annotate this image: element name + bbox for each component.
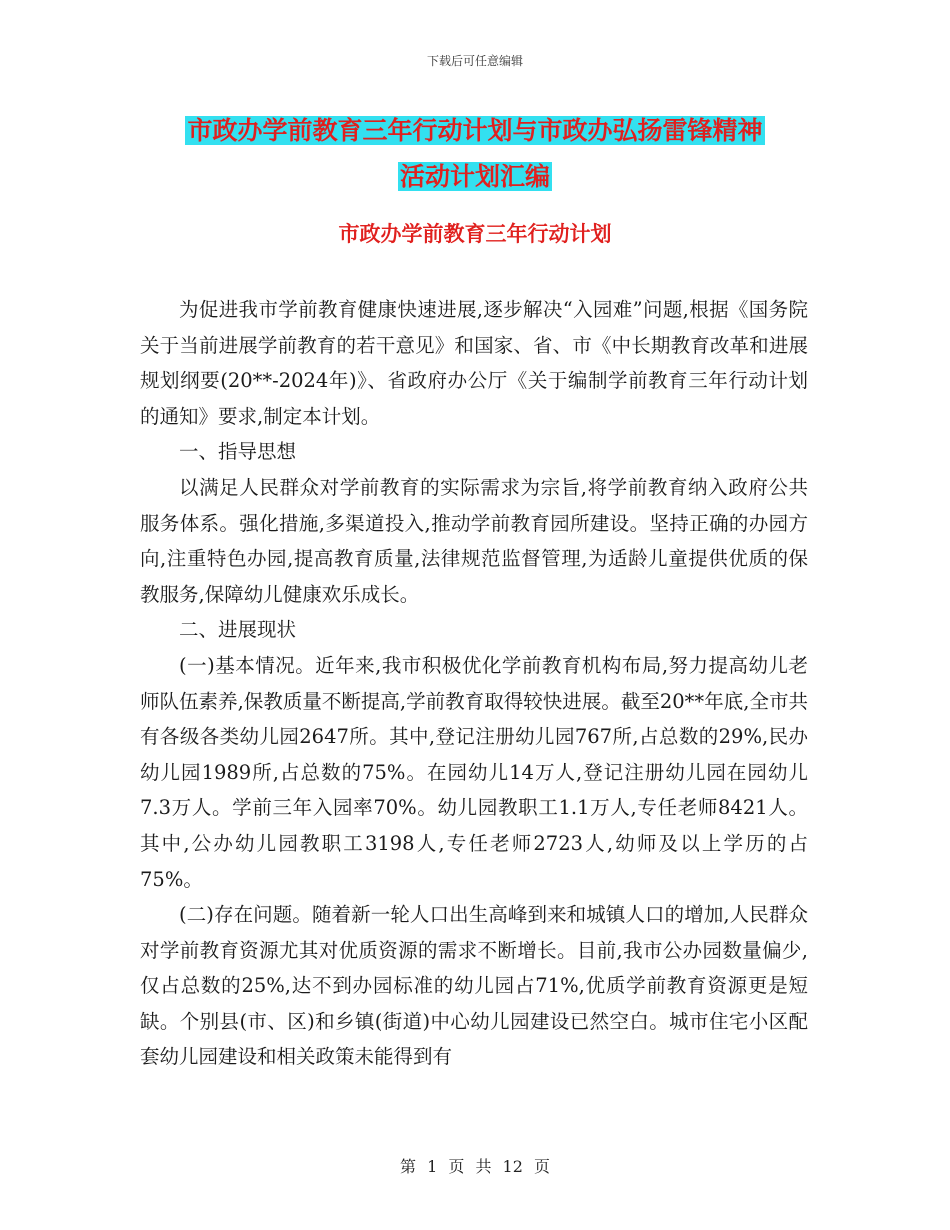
- title-line-1: 市政办学前教育三年行动计划与市政办弘扬雷锋精神: [187, 116, 763, 145]
- paragraph-guiding-ideology: 以满足人民群众对学前教育的实际需求为宗旨,将学前教育纳入政府公共服务体系。强化措施,多渠道投入,推动学前教育园所建设。坚持正确的办园方向,注重特色办园,提高教育质量,法律规范监督管理,为适龄儿童提供优质的保教服务,保障幼儿健康欢乐成长。: [140, 475, 808, 606]
- title-line-2: 活动计划汇编: [399, 162, 550, 191]
- header-note: 下载后可任意编辑: [426, 54, 523, 68]
- paragraph-intro: 为促进我市学前教育健康快速进展,逐步解决“入园难”问题,根据《国务院关于当前进展学前教育的若干意见》和国家、省、市《中长期教育改革和进展规划纲要(20**-2024年)》、省政府办公厅《关于编制学前教育三年行动计划的通知》要求,制定本计划。: [140, 298, 808, 428]
- heading-current-status: 二、进展现状: [179, 618, 297, 642]
- heading-guiding-ideology: 一、指导思想: [179, 440, 297, 464]
- document-body: [140, 292, 808, 1075]
- section-title: 市政办学前教育三年行动计划: [338, 222, 612, 246]
- paragraph-basic-situation: (一)基本情况。近年来,我市积极优化学前教育机构布局,努力提高幼儿老师队伍素养,保教质量不断提高,学前教育取得较快进展。截至20**年底,全市共有各级各类幼儿园2647所。其中,登记注册幼儿园767所,占总数的29%,民办幼儿园1989所,占总数的75%。在园幼儿14万人,登记注册幼儿园在园幼儿7.3万人。学前三年入园率70%。幼儿园教职工1.1万人,专任老师8421人。其中,公办幼儿园教职工3198人,专任老师2723人,幼师及以上学历的占75%。: [140, 653, 808, 891]
- paragraph-existing-problems: (二)存在问题。随着新一轮人口出生高峰到来和城镇人口的增加,人民群众对学前教育资源尤其对优质资源的需求不断增长。目前,我市公办园数量偏少,仅占总数的25%,达不到办园标准的幼儿园占71%,优质学前教育资源更是短缺。个别县(市、区)和乡镇(街道)中心幼儿园建设已然空白。城市住宅小区配套幼儿园建设和相关政策未能得到有: [140, 903, 808, 1069]
- document-title: [0, 108, 950, 200]
- page-footer: 第 1 页 共 12 页: [400, 1157, 550, 1176]
